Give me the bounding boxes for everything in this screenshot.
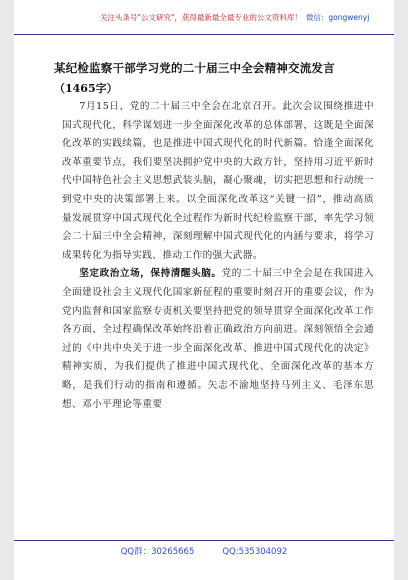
document-title: 某纪检监察干部学习党的二十届三中全会精神交流发言 — [54, 61, 335, 75]
paragraph-2-lead: 坚定政治立场，保持清醒头脑。 — [79, 268, 222, 280]
header-notice — [100, 12, 380, 23]
paragraph-1 — [62, 98, 374, 265]
paragraph-1-text: 7月15日，党的二十届三中全会在北京召开。此次会议围绕推进中国式现代化，科学谋划进一步全面深化改革的总体部署，这既是全面深化改革的实践续篇，也是推进中国式现代化的时代新篇。恰逢全面深化改革重要节点，我们要坚决拥护党中央的大政方针，坚持用习近平新时代中国特色社会主义思想武装头脑，凝心聚魂，切实把思想和行动统一到党中央的决策部署上来。以全面深化改革这“关键一招”，推动高质量发展贯穿中国式现代化全过程作为新时代纪检监察干部，率先学习领会二十届三中全会精神，深刻理解中国式现代化的内涵与要求，将学习成果转化为指导实践、推动工作的强大武器。 — [62, 101, 374, 261]
header-rule — [14, 34, 394, 35]
paragraph-2 — [62, 265, 374, 414]
footer-rule — [14, 540, 394, 541]
paragraph-2-text: 党的二十届三中全会是在我国进入全面建设社会主义现代化国家新征程的重要时刻召开的重要会议，作为党内监督和国家监察专责机关要坚持把党的领导贯穿全面深化改革工作各方面、全过程确保改革始终沿着正确政治方向前进。深刻领悟全会通过的《中共中央关于进一步全面深化改革、推进中国式现代化的决定》精神实质，为我们提供了推进中国式现代化、全面深化改革的基本方略，是我们行动的指南和遵循。矢志不渝地坚持马列主义、毛泽东思想、邓小平理论等重要 — [62, 268, 374, 410]
footer — [14, 545, 394, 557]
word-count: （1465字） — [54, 82, 118, 95]
wechat-id: 微信：gongwenyj — [305, 13, 370, 22]
footer-qq-group: QQ群：30265665 — [120, 547, 195, 557]
document-page — [14, 0, 394, 580]
header-notice-text: 关注头条号"公文研究"，获得最新最全最专业的公文资料库！ — [100, 13, 302, 22]
document-body — [62, 98, 374, 414]
footer-qq: QQ:535304092 — [222, 547, 288, 557]
